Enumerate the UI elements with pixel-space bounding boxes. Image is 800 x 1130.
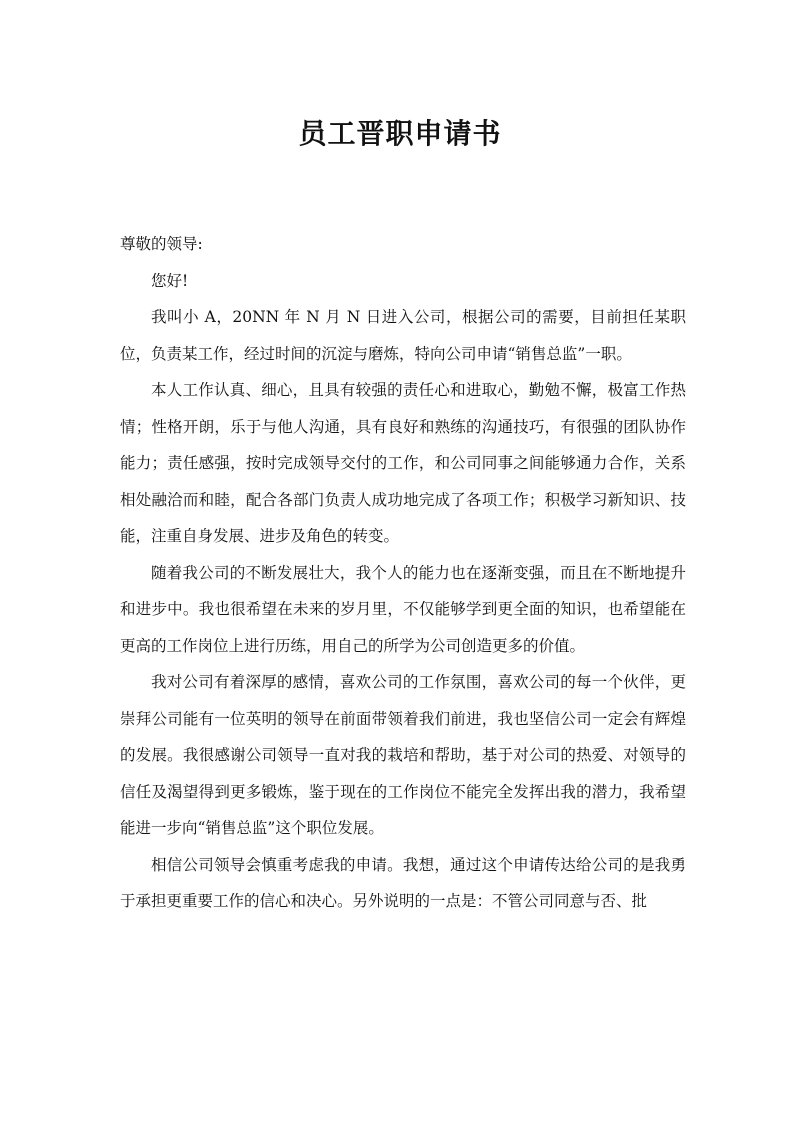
paragraph-commitment: 我对公司有着深厚的感情，喜欢公司的工作氛围，喜欢公司的每一个伙伴，更崇拜公司能有一位英明的领导在前面带领着我们前进，我也坚信公司一定会有辉煌的发展。我很感谢公司领导一直对我的栽培和帮助，基于对公司的热爱、对领导的信任及渴望得到更多锻炼，鉴于现在的工作岗位不能完全发挥出我的潜力，我希望能进一步向“销售总监”这个职位发展。 <box>120 673 686 837</box>
document-body <box>120 226 686 920</box>
document-title: 员工晋职申请书 <box>298 117 502 150</box>
salutation: 尊敬的领导: <box>120 235 203 253</box>
paragraph-growth: 随着我公司的不断发展壮大，我个人的能力也在逐渐变强，而且在不断地提升和进步中。我也很希望在未来的岁月里，不仅能够学到更全面的知识，也希望能在更高的工作岗位上进行历练，用自己的所学为公司创造更多的价值。 <box>120 563 686 655</box>
paragraph-qualities: 本人工作认真、细心，且具有较强的责任心和进取心，勤勉不懈，极富工作热情；性格开朗，乐于与他人沟通，具有良好和熟练的沟通技巧，有很强的团队协作能力；责任感强，按时完成领导交付的工作，和公司同事之间能够通力合作，关系相处融洽而和睦，配合各部门负责人成功地完成了各项工作；积极学习新知识、技能，注重自身发展、进步及角色的转变。 <box>120 381 686 545</box>
greeting: 您好! <box>151 271 189 290</box>
paragraph-intro: 我叫小 A，20NN 年 N 月 N 日进入公司，根据公司的需要，目前担任某职位，负责某工作，经过时间的沉淀与磨炼，特向公司申请“销售总监”一职。 <box>120 308 686 363</box>
paragraph-closing: 相信公司领导会慎重考虑我的申请。我想，通过这个申请传达给公司的是我勇于承担更重要工作的信心和决心。另外说明的一点是：不管公司同意与否、批 <box>120 855 686 910</box>
